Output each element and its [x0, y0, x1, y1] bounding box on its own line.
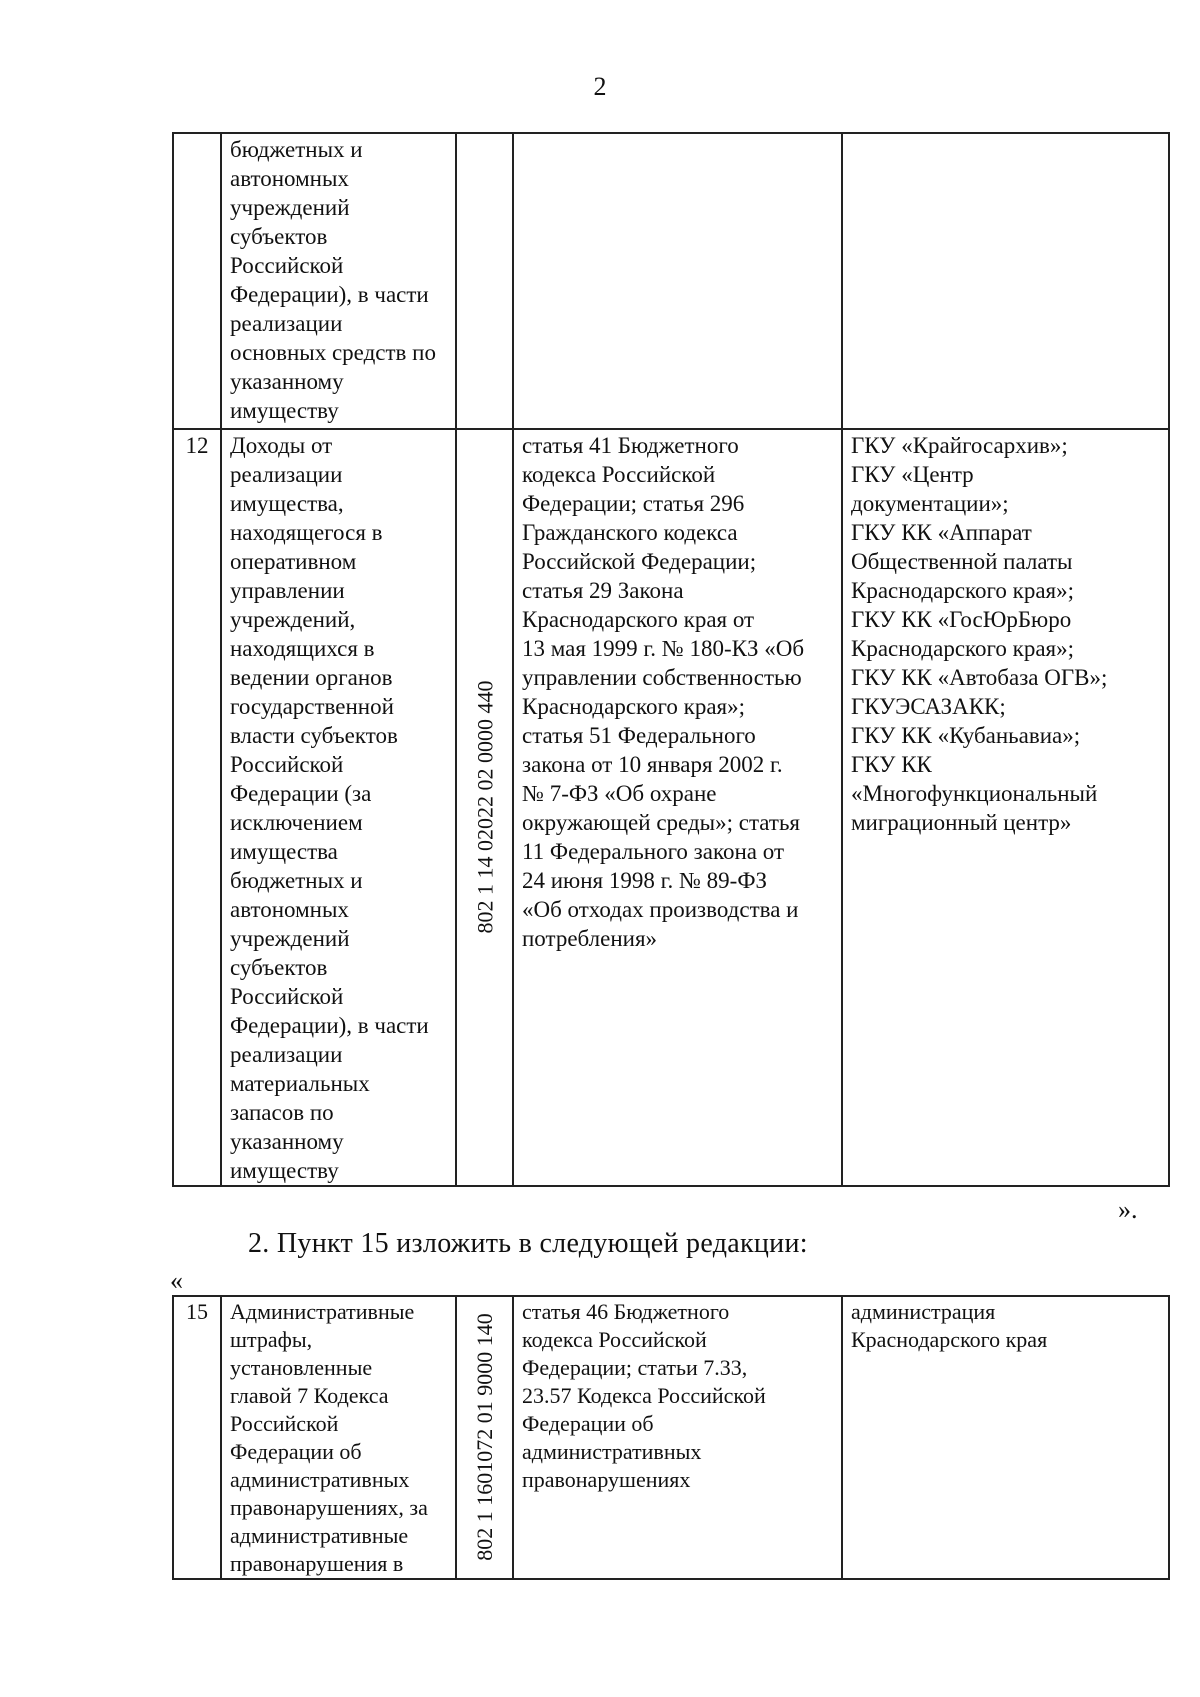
- revenue-table-continued: [172, 132, 1170, 1187]
- table-row: [173, 133, 1169, 429]
- code-cell: [456, 1296, 513, 1579]
- row-number-cell: [173, 133, 221, 429]
- administrator-cell: ГКУ «Крайгосархив»; ГКУ «Центр документации»; ГКУ КК «Аппарат Общественной палаты Краснодарского края»; ГКУ КК «ГосЮрБюро Краснодарского края»; ГКУ КК «Автобаза ОГВ»; ГКУЭСАЗАКК; ГКУ КК «Кубаньавиа»; ГКУ КК «Многофункциональный миграционный центр»: [842, 429, 1169, 1186]
- table-row: [173, 1296, 1169, 1579]
- revenue-table-point-15: [172, 1295, 1170, 1580]
- legal-basis-cell: статья 41 Бюджетного кодекса Российской Федерации; статья 296 Гражданского кодекса Российской Федерации; статья 29 Закона Краснодарского края от 13 мая 1999 г. № 180-КЗ «Об управлении собственностью Краснодарского края»; статья 51 Федерального закона от 10 января 2002 г. № 7-ФЗ «Об охране окружающей среды»; статья 11 Федерального закона от 24 июня 1998 г. № 89-ФЗ «Об отходах производства и потребления»: [513, 429, 842, 1186]
- description-cell: бюджетных и автономных учреждений субъектов Российской Федерации), в части реализации основных средств по указанному имуществу: [221, 133, 456, 429]
- row-number-cell: 12: [173, 429, 221, 1186]
- description-cell: Доходы от реализации имущества, находящегося в оперативном управлении учреждений, находящихся в ведении органов государственной власти субъектов Российской Федерации (за исключением имущества бюджетных и автономных учреждений субъектов Российской Федерации), в части реализации материальных запасов по указанному имуществу: [221, 429, 456, 1186]
- code-cell: [456, 133, 513, 429]
- code-cell: [456, 429, 513, 1186]
- row-number-cell: 15: [173, 1296, 221, 1579]
- legal-basis-cell: статья 46 Бюджетного кодекса Российской Федерации; статьи 7.33, 23.57 Кодекса Российской Федерации об административных правонарушениях: [513, 1296, 842, 1579]
- opening-quote: «: [170, 1266, 183, 1295]
- legal-basis-cell: [513, 133, 842, 429]
- budget-classification-code: 802 1 14 02022 02 0000 440: [472, 680, 497, 934]
- closing-quote: ».: [1118, 1195, 1138, 1224]
- page-number: 2: [593, 72, 607, 101]
- description-cell: Административные штрафы, установленные главой 7 Кодекса Российской Федерации об административных правонарушениях, за административные правонарушения в: [221, 1296, 456, 1579]
- administrator-cell: [842, 133, 1169, 429]
- amendment-point-text: 2. Пункт 15 изложить в следующей редакции:: [248, 1228, 808, 1259]
- budget-classification-code: 802 1 1601072 01 9000 140: [471, 1313, 497, 1561]
- administrator-cell: администрация Краснодарского края: [842, 1296, 1169, 1579]
- table-row: [173, 429, 1169, 1186]
